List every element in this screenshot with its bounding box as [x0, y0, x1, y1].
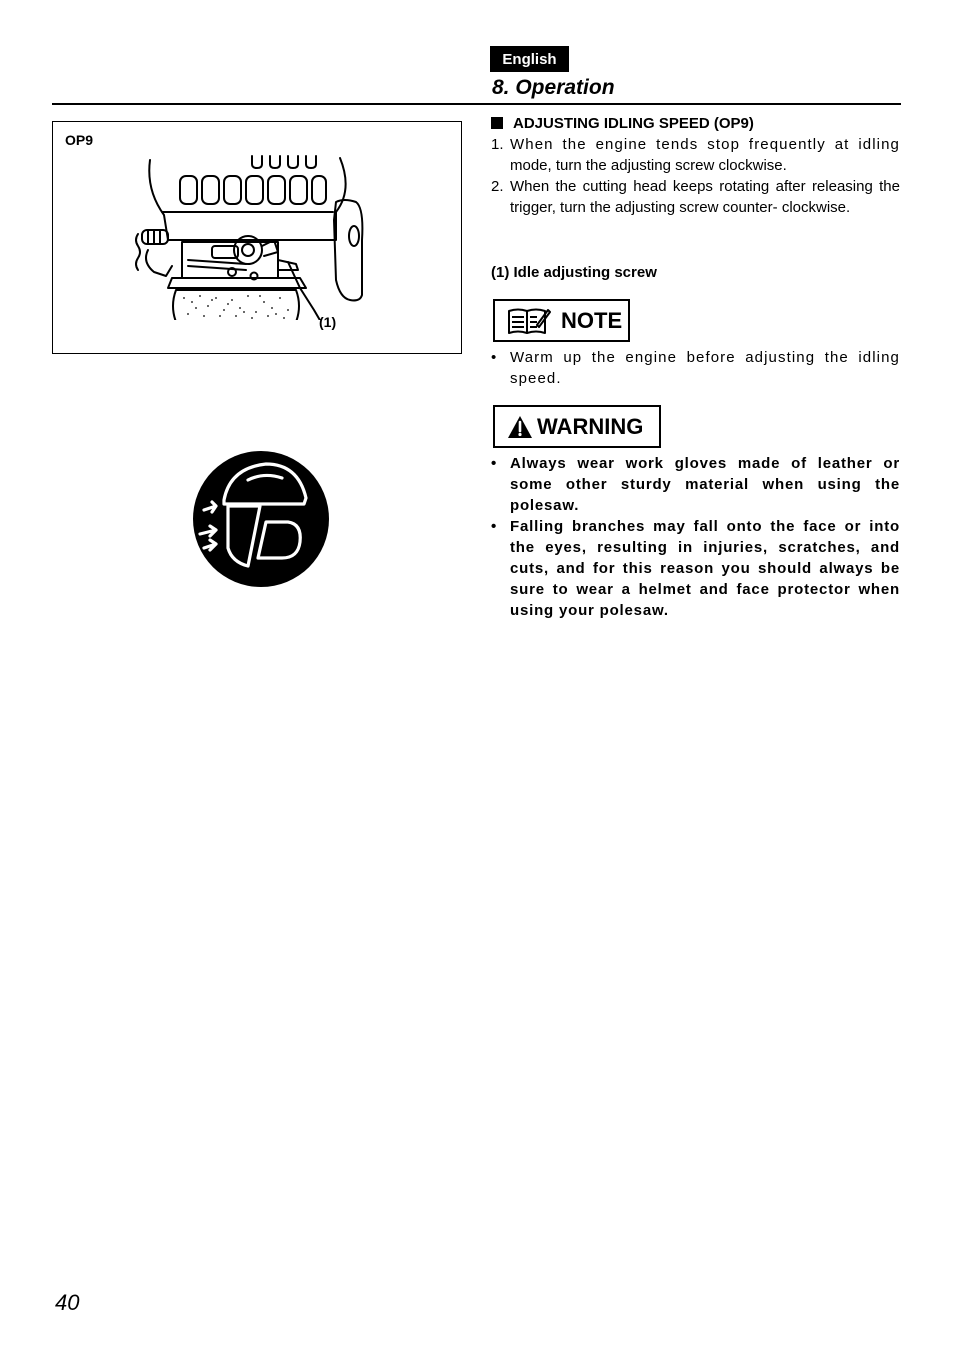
- warning-item-text: Always wear work gloves made of leather or some other sturdy material when using the polesaw.: [510, 455, 900, 514]
- warning-triangle-icon: [507, 415, 533, 439]
- step-1: [491, 134, 900, 176]
- header-rule: [52, 103, 901, 105]
- square-bullet-icon: [491, 117, 503, 129]
- figure-op9: [52, 121, 462, 354]
- helmet-face-protector-icon: [192, 450, 330, 588]
- part-label: (1) Idle adjusting screw: [491, 264, 657, 281]
- warning-label: WARNING: [537, 413, 644, 439]
- warning-item: [491, 516, 900, 621]
- warning-list: [491, 453, 900, 621]
- procedure-heading: [491, 113, 900, 134]
- note-item-text: Warm up the engine before adjusting the idling speed.: [510, 349, 900, 387]
- section-title: 8. Operation: [492, 76, 615, 99]
- step-2: [491, 176, 900, 218]
- figure-callout-1: (1): [319, 314, 337, 330]
- step-2-text: When the cutting head keeps rotating after releasing the trigger, turn the adjusting screw counter-: [510, 178, 900, 216]
- language-tab: English: [490, 46, 569, 72]
- bullet-dot: •: [491, 455, 498, 472]
- open-book-icon: [507, 307, 551, 335]
- note-label: NOTE: [561, 307, 623, 333]
- warning-item-text: Falling branches may fall onto the face or into the eyes, resulting in injuries, scratches, and cuts, and for this reason you should always be sure to wear a helmet and face protector when using your polesaw.: [510, 518, 900, 619]
- step-1-number: 1.: [491, 136, 504, 153]
- procedure-heading-text: ADJUSTING IDLING SPEED (OP9): [513, 115, 754, 132]
- figure-label: OP9: [65, 132, 94, 148]
- step-2-number: 2.: [491, 178, 504, 195]
- carburetor-illustration: [128, 150, 378, 320]
- note-item: [491, 347, 900, 389]
- warning-item: [491, 453, 900, 516]
- step-1-text-continued: mode, turn the adjusting screw clockwise.: [510, 157, 787, 174]
- warning-box: [493, 405, 661, 448]
- procedure-steps: [491, 134, 900, 218]
- page-number: 40: [55, 1290, 80, 1315]
- step-1-text: When the engine tends stop frequently at idling: [510, 136, 900, 153]
- note-box: [493, 299, 630, 342]
- bullet-dot: •: [491, 349, 498, 366]
- bullet-dot: •: [491, 518, 498, 535]
- note-list: [491, 347, 900, 389]
- step-2-text-continued: clockwise.: [781, 199, 851, 216]
